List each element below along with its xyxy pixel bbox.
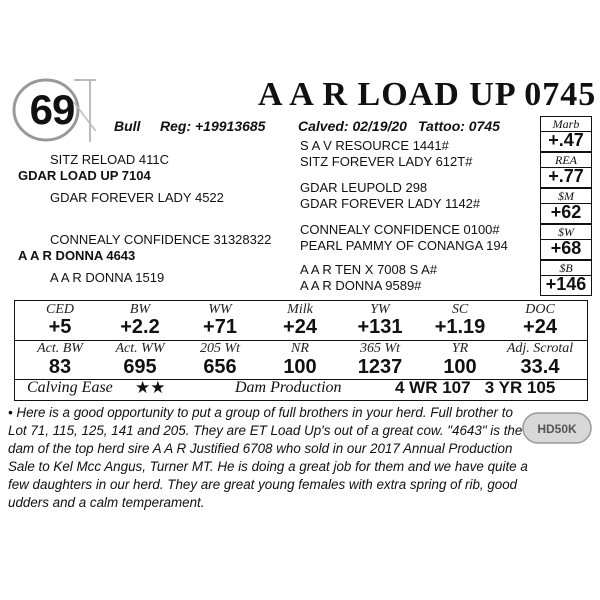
stat-val-ced: +5	[48, 316, 72, 338]
lot-comments: • Here is a good opportunity to put a group of full brothers in your herd. Full brother to Lot 71, 115, 125, 141 and 205. They are ET Load Up's out of a great cow. "4643" is the dam of the top herd sire A A R Justified 6708 who sold in our 2017 Annual Production Sale to Kel Mcc Angus, Turner MT. He is doing a great job for them and we have quite a few daughters in our herd. They are great young females with extra spring of rib, good udders and a calm temperament.	[8, 405, 528, 510]
epd-w	[540, 224, 592, 260]
epd-m	[540, 188, 592, 224]
dam-production-label: Dam Production	[235, 379, 342, 396]
stats-table	[14, 300, 588, 380]
stat-head-adj-scrotal: Adj. Scrotal	[506, 341, 574, 356]
dam-production-value: 4 WR 107 3 YR 105	[395, 378, 556, 397]
stat-val-365-wt: 1237	[357, 356, 403, 378]
stat-head-milk: Milk	[287, 302, 313, 317]
stat-val-yw: +131	[357, 316, 403, 338]
hd50k-badge-text: HD50K	[537, 422, 577, 436]
pedigree-dam: A A R DONNA 4643	[18, 248, 136, 263]
stat-val-205-wt: 656	[203, 356, 237, 378]
stat-val-act-bw: 83	[48, 356, 72, 378]
stat-head-sc: SC	[451, 302, 469, 317]
stat-val-sc: +1.19	[434, 316, 486, 338]
stat-head-yw: YW	[370, 302, 390, 317]
epd-value: +.77	[548, 166, 584, 186]
stat-head-doc: DOC	[525, 302, 555, 317]
stat-val-doc: +24	[523, 316, 557, 338]
lot-number: 69	[29, 86, 75, 133]
epd-value: +.47	[548, 130, 584, 150]
stat-head-bw: BW	[129, 302, 151, 317]
pedigree-ddam-sire: A A R TEN X 7008 S A#	[300, 262, 438, 277]
pedigree-ssire-dam: SITZ FOREVER LADY 612T#	[300, 154, 473, 169]
pedigree-ddam-dam: A A R DONNA 9589#	[300, 278, 422, 293]
stat-head-nr: NR	[291, 341, 309, 356]
tattoo: Tattoo: 0745	[418, 118, 500, 134]
calved-date: Calved: 02/19/20	[298, 118, 407, 134]
registration-number: Reg: +19913685	[160, 118, 266, 134]
pedigree-sdam-sire: GDAR LEUPOLD 298	[300, 180, 428, 195]
stat-val-ww: +71	[203, 316, 237, 338]
animal-type: Bull	[114, 118, 141, 134]
stat-val-act-ww: 695	[123, 356, 157, 378]
pedigree-dsire-dam: PEARL PAMMY OF CONANGA 194	[300, 238, 508, 253]
stat-head-ced: CED	[46, 302, 74, 317]
calving-ease-stars: ★★	[135, 378, 166, 397]
epd-label: $M	[558, 189, 574, 203]
pedigree-sire-dam: GDAR FOREVER LADY 4522	[50, 190, 224, 205]
stat-val-milk: +24	[283, 316, 317, 338]
epd-label: $B	[559, 261, 573, 275]
stat-head-365-wt: 365 Wt	[359, 341, 401, 356]
epd-b	[540, 260, 592, 296]
pedigree-sire: GDAR LOAD UP 7104	[18, 168, 151, 183]
epd-label: Marb	[552, 117, 580, 131]
stat-head-act-bw: Act. BW	[37, 341, 83, 356]
stat-val-adj-scrotal: 33.4	[520, 356, 560, 378]
stat-val-nr: 100	[283, 356, 317, 378]
stat-head-205-wt: 205 Wt	[199, 341, 241, 356]
pedigree-sdam-dam: GDAR FOREVER LADY 1142#	[300, 196, 481, 211]
epd-value: +62	[550, 202, 582, 222]
epd-marb	[540, 116, 592, 152]
calving-ease-label: Calving Ease	[27, 379, 113, 396]
pedigree-ssire-sire: S A V RESOURCE 1441#	[300, 138, 449, 153]
stat-val-bw: +2.2	[120, 316, 160, 338]
stat-head-act-ww: Act. WW	[115, 341, 165, 356]
epd-value: +146	[545, 274, 587, 294]
pedigree-dam-sire: CONNEALY CONFIDENCE 31328322	[50, 232, 272, 247]
stat-head-yr: YR	[451, 341, 469, 356]
pedigree-dsire-sire: CONNEALY CONFIDENCE 0100#	[300, 222, 500, 237]
pedigree-sire-sire: SITZ RELOAD 411C	[50, 152, 169, 167]
epd-rea	[540, 152, 592, 188]
stat-val-yr: 100	[443, 356, 477, 378]
epd-value: +68	[550, 238, 582, 258]
animal-name: A A R LOAD UP 0745	[258, 76, 597, 113]
pedigree-dam-dam: A A R DONNA 1519	[50, 270, 165, 285]
hd50k-badge	[522, 412, 592, 444]
epd-label: REA	[555, 153, 577, 167]
stat-head-ww: WW	[208, 302, 232, 317]
calving-bar	[14, 378, 588, 401]
epd-label: $W	[558, 225, 574, 239]
